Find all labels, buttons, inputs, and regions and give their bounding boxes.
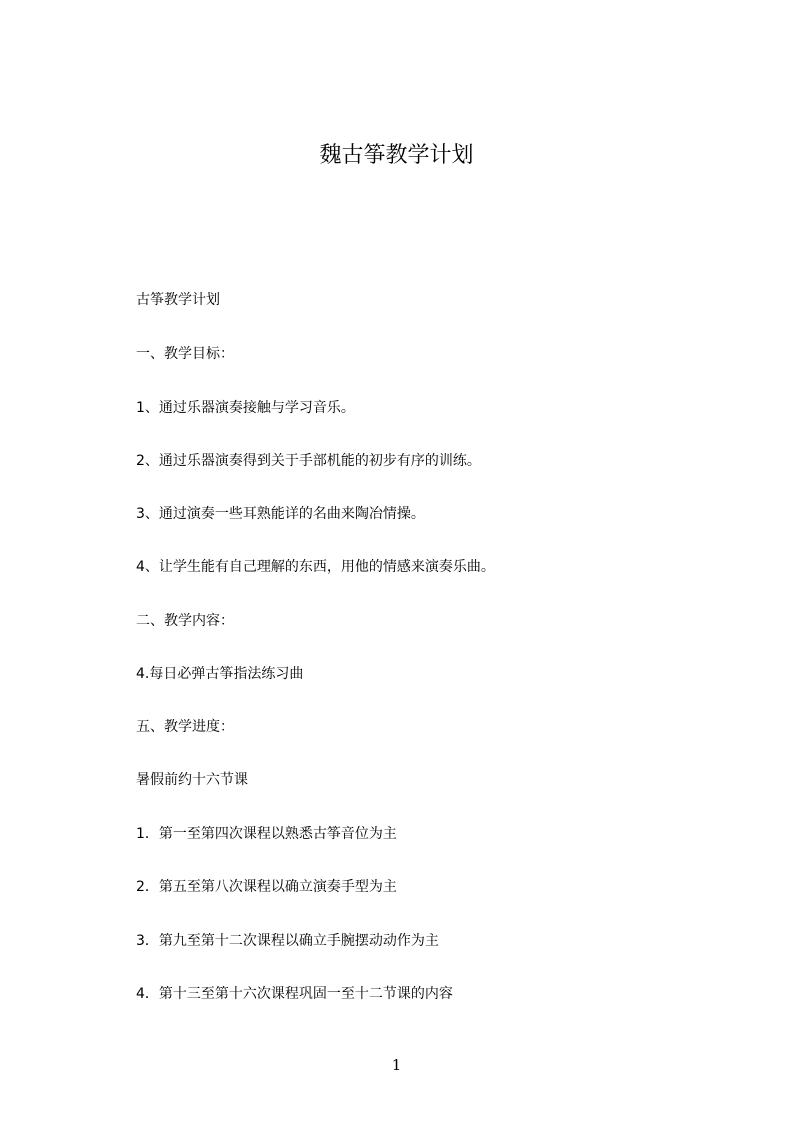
goal-item-2: 2、通过乐器演奏得到关于手部机能的初步有序的训练。 (136, 453, 481, 469)
section-heading-progress: 五、教学进度： (136, 719, 234, 735)
progress-item-1: 1．第一至第四次课程以熟悉古筝音位为主 (136, 826, 397, 842)
document-title: 魏古筝教学计划 (319, 143, 474, 168)
section-heading-goals: 一、教学目标： (136, 346, 234, 362)
progress-item-4: 4．第十三至第十六次课程巩固一至十二节课的内容 (136, 986, 453, 1002)
goal-item-4: 4、让学生能有自己理解的东西，用他的情感来演奏乐曲。 (136, 559, 495, 575)
progress-item-2: 2．第五至第八次课程以确立演奏手型为主 (136, 879, 397, 895)
content-item: 4.每日必弹古筝指法练习曲 (136, 666, 304, 682)
page-number: 1 (391, 1056, 402, 1074)
goal-item-3: 3、通过演奏一些耳熟能详的名曲来陶冶情操。 (136, 506, 425, 522)
section-heading: 古筝教学计划 (136, 292, 220, 308)
goal-item-1: 1、通过乐器演奏接触与学习音乐。 (136, 400, 355, 416)
progress-intro: 暑假前约十六节课 (136, 772, 248, 788)
section-heading-content: 二、教学内容： (136, 613, 234, 629)
progress-item-3: 3．第九至第十二次课程以确立手腕摆动动作为主 (136, 933, 439, 949)
